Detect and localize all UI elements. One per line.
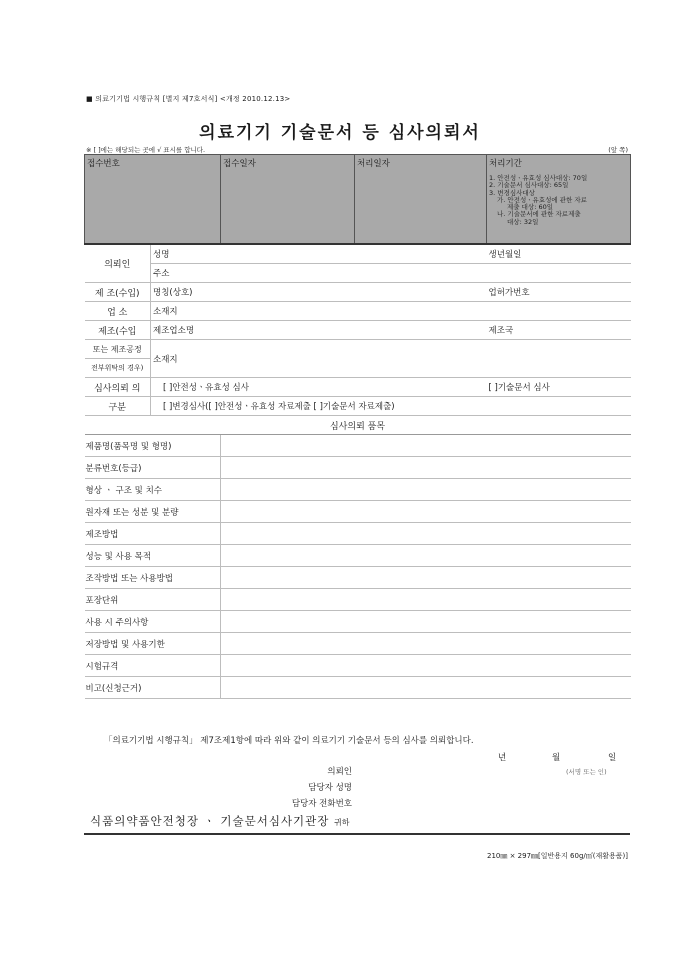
item-label: 시험규격 <box>85 655 221 677</box>
item-value-field[interactable] <box>221 677 631 699</box>
table-row <box>85 435 631 457</box>
items-section-title: 심사의뢰 품목 <box>85 416 631 435</box>
process-period-list <box>489 175 628 226</box>
item-details-section <box>85 435 631 699</box>
applicant-name-field[interactable]: 성명 <box>151 244 487 264</box>
item-label: 제조방법 <box>85 523 221 545</box>
item-value-field[interactable] <box>221 655 631 677</box>
item-label: 비고(신청근거) <box>85 677 221 699</box>
item-value-field[interactable] <box>221 479 631 501</box>
item-value-field[interactable] <box>221 611 631 633</box>
requester-label: 의뢰인 <box>327 767 352 777</box>
change-review-option[interactable]: [ ]변경심사([ ]안전성ㆍ유효성 자료제출 [ ]기술문서 자료제출) <box>151 397 631 416</box>
item-value-field[interactable] <box>221 457 631 479</box>
outsourced-company-field[interactable]: 제조업소명 <box>151 321 487 340</box>
process-period-cell <box>487 155 631 245</box>
table-row <box>85 677 631 699</box>
table-row <box>85 545 631 567</box>
request-type-label-2: 구분 <box>85 397 151 416</box>
item-value-field[interactable] <box>221 501 631 523</box>
table-row <box>85 523 631 545</box>
table-row <box>85 655 631 677</box>
manufacture-country-field[interactable]: 제조국 <box>487 321 631 340</box>
process-date-label: 처리일자 <box>357 159 390 169</box>
office-use-header <box>85 155 631 245</box>
item-value-field[interactable] <box>221 589 631 611</box>
outsourced-label-2: 또는 제조공정 <box>85 340 151 359</box>
manufacturer-label-2: 업 소 <box>85 302 151 321</box>
manufacturer-name-field[interactable]: 명칭(상호) <box>151 283 487 302</box>
recipient <box>90 813 350 829</box>
process-date-cell <box>355 155 487 245</box>
item-label: 제품명(품목명 및 형명) <box>85 435 221 457</box>
contact-phone-label: 담당자 전화번호 <box>291 799 352 809</box>
period-item: 3. 변경심사대상 <box>489 188 535 197</box>
manufacturer-label-1: 제 조(수입) <box>85 283 151 302</box>
item-label: 형상 ㆍ 구조 및 치수 <box>85 479 221 501</box>
table-row <box>85 457 631 479</box>
check-note: ※ [ ]에는 해당되는 곳에 √ 표시를 합니다. <box>86 146 206 154</box>
day-label: 일 <box>608 753 617 763</box>
form-reference: ■ 의료기기법 시행규칙 [별지 제7호서식] <개정 2010.12.13> <box>86 95 291 103</box>
receipt-date-label: 접수일자 <box>223 159 256 169</box>
outsourced-label-1: 제조(수입 <box>85 321 151 340</box>
outsourced-label-3: 전부위탁의 경우) <box>85 359 151 378</box>
item-label: 사용 시 주의사항 <box>85 611 221 633</box>
month-label: 월 <box>552 753 561 763</box>
period-item: 나. 기술문서에 관한 자료제출 <box>497 210 581 219</box>
page-indicator: (앞 쪽) <box>608 146 628 154</box>
outsourced-section <box>85 321 631 378</box>
item-label: 포장단위 <box>85 589 221 611</box>
period-item: 대상: 32일 <box>507 217 539 226</box>
receipt-date-cell <box>221 155 355 245</box>
applicant-label: 의뢰인 <box>85 244 151 283</box>
item-value-field[interactable] <box>221 435 631 457</box>
item-label: 조작방법 또는 사용방법 <box>85 567 221 589</box>
applicant-section <box>85 244 631 283</box>
form-table <box>84 154 631 699</box>
item-value-field[interactable] <box>221 567 631 589</box>
table-row <box>85 633 631 655</box>
applicant-address-field[interactable]: 주소 <box>151 264 631 283</box>
request-type-label-1: 심사의뢰 의 <box>85 378 151 397</box>
table-row <box>85 567 631 589</box>
period-item: 가. 안전성ㆍ유효성에 관한 자료 <box>497 195 587 204</box>
request-statement: 「의료기기법 시행규칙」 제7조제1항에 따라 위와 같이 의료기기 기술문서 등의 심사를 의뢰합니다. <box>104 736 474 746</box>
contact-person-label: 담당자 성명 <box>308 783 352 793</box>
receipt-number-label: 접수번호 <box>87 159 120 169</box>
outsourced-location-field[interactable]: 소재지 <box>151 340 631 378</box>
paper-spec: 210㎜ × 297㎜[일반용지 60g/㎡(재활용품)] <box>487 852 628 860</box>
table-row <box>85 479 631 501</box>
period-item: 2. 기술문서 심사대상: 65일 <box>489 181 569 190</box>
application-form <box>84 154 630 699</box>
page-title: 의료기기 기술문서 등 심사의뢰서 <box>199 123 481 143</box>
table-row <box>85 501 631 523</box>
table-row <box>85 611 631 633</box>
license-number-field[interactable]: 업허가번호 <box>487 283 631 302</box>
period-item: 1. 안전성ㆍ유효성 심사대상: 70일 <box>489 174 588 182</box>
bottom-divider <box>84 833 630 835</box>
item-label: 분류번호(등급) <box>85 457 221 479</box>
year-label: 년 <box>498 753 507 763</box>
signature-note: (서명 또는 인) <box>566 768 607 776</box>
recipient-suffix: 귀하 <box>334 818 350 827</box>
item-value-field[interactable] <box>221 633 631 655</box>
recipient-name: 식품의약품안전청장 ㆍ 기술문서심사기관장 <box>90 814 330 828</box>
item-value-field[interactable] <box>221 545 631 567</box>
manufacturer-location-field[interactable]: 소재지 <box>151 302 631 321</box>
table-row <box>85 589 631 611</box>
receipt-number-cell <box>85 155 221 245</box>
safety-review-option[interactable]: [ ]안전성ㆍ유효성 심사 <box>151 378 487 397</box>
process-period-label: 처리기간 <box>489 159 522 169</box>
tech-doc-review-option[interactable]: [ ]기술문서 심사 <box>487 378 631 397</box>
item-label: 성능 및 사용 목적 <box>85 545 221 567</box>
applicant-birth-field[interactable]: 생년월일 <box>487 244 631 264</box>
item-label: 저장방법 및 사용기한 <box>85 633 221 655</box>
request-type-section <box>85 378 631 416</box>
item-label: 원자재 또는 성분 및 분량 <box>85 501 221 523</box>
manufacturer-section <box>85 283 631 321</box>
period-item: 제출 대상: 60일 <box>507 203 554 212</box>
item-value-field[interactable] <box>221 523 631 545</box>
